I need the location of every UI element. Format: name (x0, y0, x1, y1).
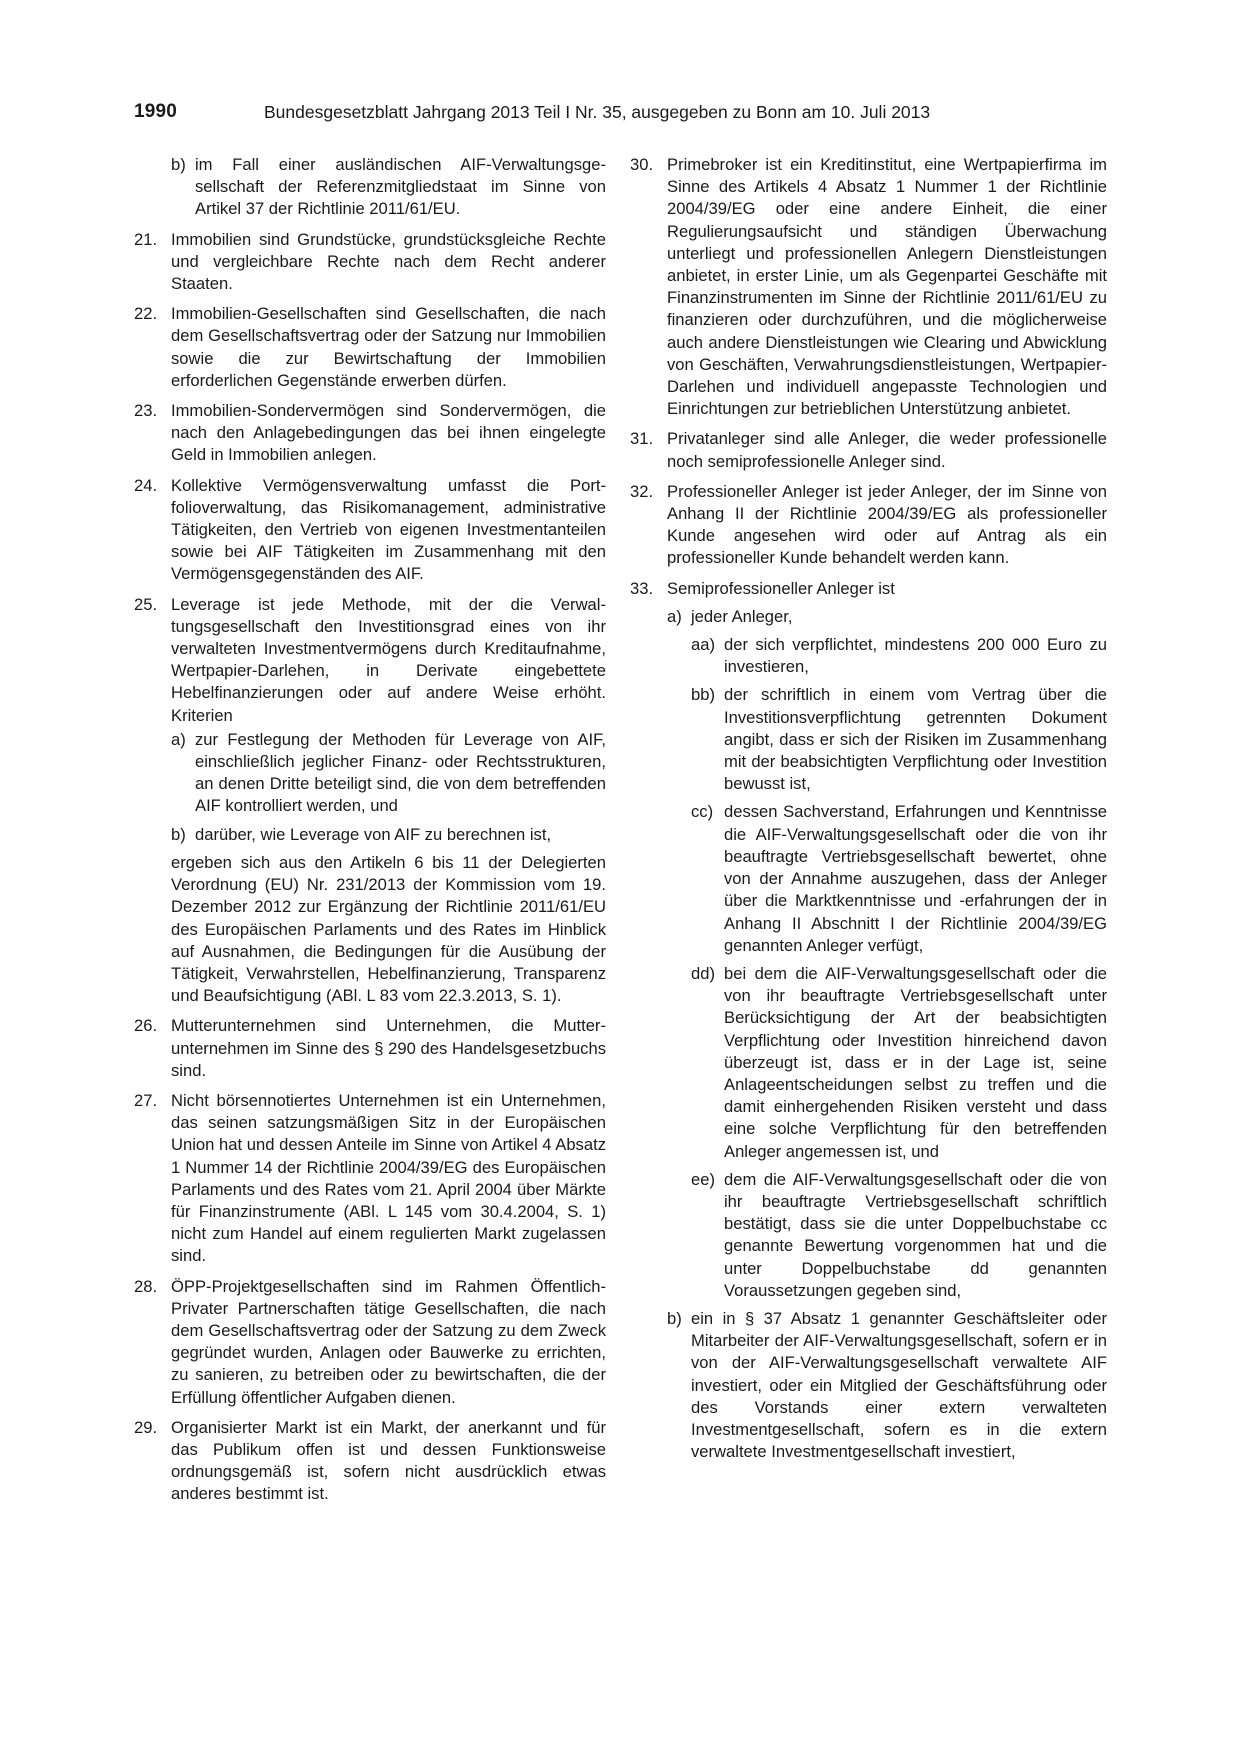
item-number: 23. (134, 401, 158, 421)
item-text: Immobilien-Gesellschaften sind Gesellschaften, die nach dem Gesellschaftsvertrag oder der Satzung nur Immobilien sowie die zur Bewirtschaftung der Immobilien erforderlichen Gegenstände erwerben dürfen. (171, 304, 606, 390)
item-text: Nicht börsennotiertes Unternehmen ist ein Unternehmen, das seinen satzungsmäßigen Sitz in der Europäischen Union hat und dessen Anteile im Sinne von Artikel 4 Absatz 1 Nummer 14 der Richtlinie 2004/39/EG des Europäischen Parlaments und des Rates vom 21. April 2004 über Märkte für Finanzinstrumente (ABl. L 145 vom 30.4.2004, S. 1) nicht zum Handel auf einem regulierten Markt zugelassen sind. (171, 1090, 606, 1266)
sub-item-label: b) (171, 824, 186, 844)
item-tail-text: ergeben sich aus den Artikeln 6 bis 11 der Delegierten Verordnung (EU) Nr. 231/2013 der Kommission vom 19. Dezember 2012 zur Ergänzung der Richtlinie 2011/61/EU des Europäischen Parlaments und des Rates im Hinblick auf Ausnahmen, die Bedingungen für die Ausübung der Tätigkeit, Verwahrstellen, Hebelfinanzierung, Transparenz und Beaufsichtigung (ABl. L 83 vom 22.3.2013, S. 1). (171, 852, 606, 1006)
list-item-29 (134, 1417, 606, 1506)
sub-item-label: a) (171, 729, 186, 749)
item-text: Professioneller Anleger ist jeder Anleger, der im Sinne von Anhang II der Richtlinie 2004/39/EG als professioneller Kunde angesehen wird oder auf Antrag als ein professioneller Kunde behandelt werden kann. (667, 481, 1107, 568)
item-text: Leverage ist jede Methode, mit der die Verwaltungsgesellschaft den Investitionsgrad eines von ihr verwalteten Investmentvermögens durch Kreditaufnahme, Wertpapier-Darlehen, in Derivate eingebettete Hebelfinanzierungen oder auf andere Weise erhöht. Kriterien (171, 594, 606, 725)
item-text: Privatanleger sind alle Anleger, die weder professionelle noch semiprofessionelle Anleger sind. (667, 429, 1107, 471)
list-item-27 (134, 1090, 606, 1268)
sub-sub-item-ee (691, 1169, 1107, 1302)
item-text: Immobilien-Sondervermögen sind Sondervermögen, die nach den Anlagebedingungen das bei ihnen eingelegte Geld in Immobilien anlegen. (171, 401, 606, 465)
sub-sub-item-label: cc) (691, 802, 714, 822)
sub-item-b (171, 824, 606, 846)
sub-sub-item-label: dd) (691, 963, 715, 983)
item-number: 28. (134, 1276, 158, 1296)
item-text: Primebroker ist ein Kreditinstitut, eine Wertpapierfirma im Sinne des Artikels 4 Absatz 1 Nummer 1 der Richtlinie 2004/39/EG oder eine andere Einheit, die einer Regulierungsaufsicht und ständigen Überwachung unterliegt und professionellen Anlegern Dienstleistungen anbietet, in erster Linie, um als Gegenpartei Geschäfte mit Finanzinstrumenten im Sinne der Richtlinie 2011/61/EU zu finanzieren oder durchzuführen, und die möglicherweise auch andere Dienstleistungen wie Clearing und Abwicklung von Geschäften, Verwahrungsdienstleistungen, Wertpapier-Darlehen und individuell angepasste Technologien und Einrichtungen zur betrieblichen Unterstützung anbietet. (667, 155, 1107, 419)
sub-sub-item-label: aa) (691, 635, 715, 655)
item-number: 31. (630, 429, 654, 449)
item-label: b) (171, 155, 186, 174)
list-item-22 (134, 303, 606, 392)
sub-item-text: darüber, wie Leverage von AIF zu berechnen ist, (195, 824, 552, 844)
sub-sub-item-cc (691, 801, 1107, 956)
item-text: im Fall einer ausländischen AIF-Verwaltungsgesellschaft der Referenzmitgliedstaat im Sinne von Artikel 37 der Richtlinie 2011/61/EU. (195, 155, 606, 219)
item-number: 29. (134, 1417, 158, 1437)
item-number: 22. (134, 304, 158, 324)
sub-item-text: ein in § 37 Absatz 1 genannter Geschäftsleiter oder Mitarbeiter der AIF-Verwaltungsgesellschaft, sofern er in von der AIF-Verwaltungsgesellschaft verwaltete AIF investiert, oder ein Mitglied der Geschäftsführung oder des Vorstands einer extern verwalteten Investmentgesellschaft, sofern es in die extern verwaltete Investmentgesellschaft investiert, (691, 1308, 1107, 1462)
sub-item-label: a) (667, 606, 682, 626)
sub-item-a (171, 729, 606, 818)
left-column (134, 154, 606, 1514)
list-item-21 (134, 229, 606, 296)
sub-sub-item-text: bei dem die AIF-Verwaltungsgesellschaft oder die von ihr beauftragte Vertriebsgesellschaft unter Berücksichtigung der Art der beabsichtigten Verpflichtung oder Investition hinreichend davon überzeugt ist, dass er in der Lage ist, seine Anlageentscheidungen selbst zu treffen und die damit einhergehenden Risiken versteht und dass eine solche Verpflichtung für den betreffenden Anleger angemessen ist, und (724, 963, 1107, 1161)
item-text: ÖPP-Projektgesellschaften sind im Rahmen Öffentlich-Privater Partnerschaften tätige Gesellschaften, die nach dem Gesellschaftsvertrag oder der Satzung zu dem Zweck gegründet wurden, Anlagen oder Bauwerke zu errichten, zu sanieren, zu betreiben oder zu bewirtschaften, die der Erfüllung öffentlicher Aufgaben dienen. (171, 1276, 606, 1407)
item-number: 30. (630, 155, 654, 174)
sub-item-a (667, 606, 1107, 1302)
page-header-title: Bundesgesetzblatt Jahrgang 2013 Teil I Nr. 35, ausgegeben zu Bonn am 10. Juli 2013 (264, 102, 931, 122)
item-text: Organisierter Markt ist ein Markt, der anerkannt und für das Publikum offen ist und dessen Funktionsweise ordnungsgemäß ist, sofern nicht ausdrücklich etwas anderes bestimmt ist. (171, 1417, 606, 1504)
item-number: 25. (134, 594, 158, 614)
sub-sub-item-label: ee) (691, 1169, 715, 1189)
item-text: Mutterunternehmen sind Unternehmen, die Mutterunternehmen im Sinne des § 290 des Handelsgesetzbuchs sind. (171, 1016, 606, 1080)
list-item-24 (134, 475, 606, 586)
item-number: 33. (630, 578, 654, 598)
item-text: Immobilien sind Grundstücke, grundstücksgleiche Rechte und vergleichbare Rechte nach dem Recht anderer Staaten. (171, 229, 606, 294)
item-text: Semiprofessioneller Anleger ist (667, 578, 895, 598)
item-number: 32. (630, 481, 654, 501)
list-item-25 (134, 594, 606, 1008)
sub-item-text: zur Festlegung der Methoden für Leverage von AIF, einschließlich jeglicher Finanz- oder Rechtsstrukturen, an denen Dritte beteiligt sind, die von dem betreffenden AIF kontrolliert werden, und (195, 729, 606, 816)
page-number: 1990 (134, 101, 178, 122)
list-item-32 (630, 481, 1107, 570)
list-item-33 (630, 578, 1107, 1464)
item-number: 24. (134, 475, 158, 495)
item-number: 27. (134, 1090, 158, 1110)
item-number: 26. (134, 1016, 158, 1036)
sub-item-label: b) (667, 1308, 682, 1328)
right-column (630, 154, 1107, 1471)
sub-sub-item-aa (691, 634, 1107, 678)
list-item-28 (134, 1276, 606, 1409)
sub-item-b (667, 1308, 1107, 1463)
sub-sub-item-text: dem die AIF-Verwaltungsgesellschaft oder die von ihr beauftragte Vertriebsgesellschaft schriftlich bestätigt, dass sie die unter Doppelbuchstabe cc genannte Bewertung vorgenommen hat und die unter Doppelbuchstabe dd genannten Voraussetzungen gegeben sind, (724, 1169, 1107, 1300)
item-text: Kollektive Vermögensverwaltung umfasst die Portfolioverwaltung, das Risikomanagement, administrative Tätigkeiten, den Vertrieb von eigenen Investmentanteilen sowie bei AIF Tätigkeiten im Zusammenhang mit den Vermögensgegenständen des AIF. (171, 475, 606, 584)
list-item-31 (630, 428, 1107, 472)
list-item-23 (134, 400, 606, 467)
sub-sub-item-text: dessen Sachverstand, Erfahrungen und Kenntnisse die AIF-Verwaltungsgesellschaft oder die von ihr beauftragte Vertriebsgesellschaft bewertet, ohne von der Annahme auszugehen, dass der Anleger über die Marktkenntnisse und -erfahrungen der in Anhang II Abschnitt I der Richtlinie 2004/39/EG genannten Anleger verfügt, (724, 802, 1107, 955)
sub-sub-item-label: bb) (691, 685, 715, 705)
item-number: 21. (134, 229, 158, 249)
sub-item-text: jeder Anleger, (691, 606, 793, 626)
sub-sub-item-dd (691, 963, 1107, 1163)
sub-sub-item-bb (691, 684, 1107, 795)
list-item-26 (134, 1015, 606, 1082)
list-item (134, 154, 606, 221)
list-item-30 (630, 154, 1107, 420)
sub-sub-item-text: der schriftlich in einem vom Vertrag über die Investitionsverpflichtung getrennten Dokument angibt, dass er sich der Risiken im Zusammenhang mit der beabsichtigten Verpflichtung oder Investition bewusst ist, (724, 685, 1107, 794)
sub-sub-item-text: der sich verpflichtet, mindestens 200 000 Euro zu investieren, (724, 635, 1107, 677)
